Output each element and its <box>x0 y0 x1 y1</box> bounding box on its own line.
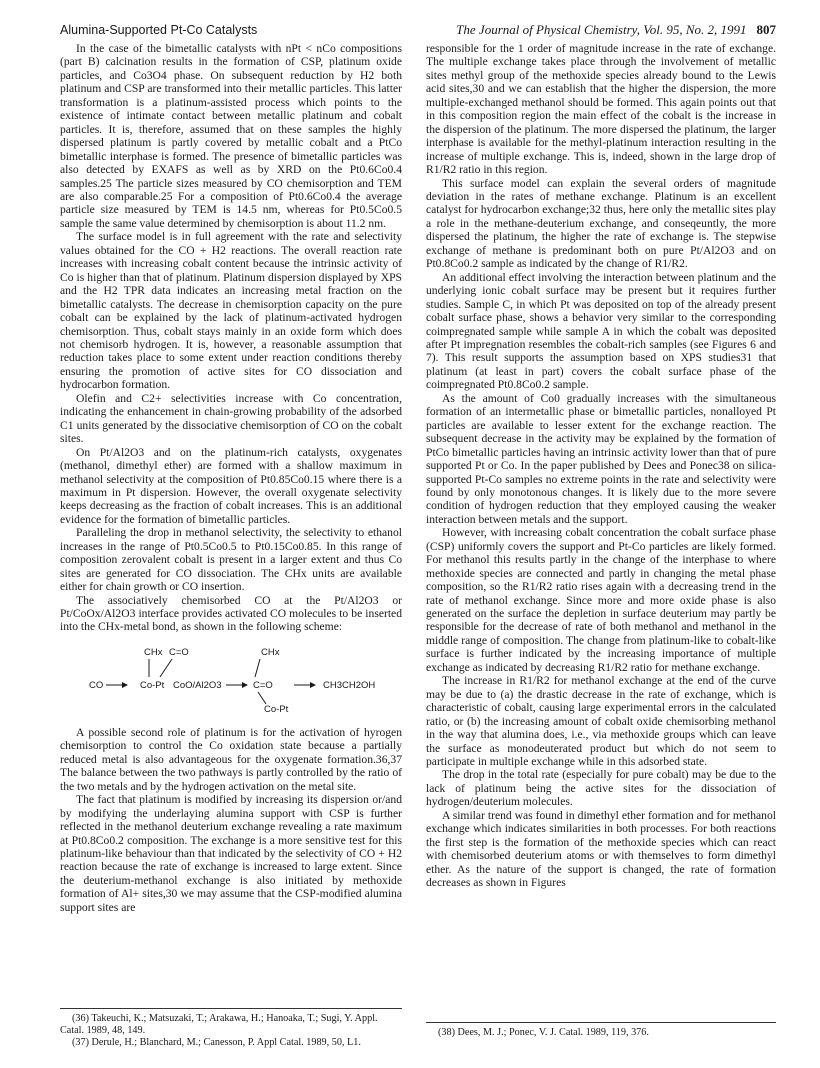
body-paragraph: A similar trend was found in dimethyl ether formation and for methanol exchange which indicates similarities in both processes. For both reactions the first step is the formation of the methoxide species which can react with chemisorbed deuterium atoms or with themselves to form dimethyl ether. As the nature of the support is changed, the rate of formation decreases as shown in Figures <box>426 808 776 890</box>
footnotes-left <box>60 1013 402 1050</box>
body-paragraph: A possible second role of platinum is for the activation of hyrogen chemisorption to control the Co oxidation state because a partially reduced metal is also advantageous for the oxygenate formation.36,37 The balance between the two pathways is partly controlled by the ratio of the two metals and by the hydrogen activation on the metal site. <box>60 725 402 793</box>
footnotes-right <box>426 1027 776 1039</box>
scheme-product: CH3CH2OH <box>323 679 376 691</box>
scheme-co-pt-a: Co-Pt <box>140 679 165 691</box>
footnote: (36) Takeuchi, K.; Matsuzaki, T.; Arakawa, H.; Hanoaka, T.; Sugi, Y. Appl. Catal. 1989, 48, 149. <box>60 1013 378 1037</box>
scheme-co-left: CO <box>89 679 104 691</box>
bond-co-pt <box>160 659 172 677</box>
body-paragraph: The associatively chemisorbed CO at the Pt/Al2O3 or Pt/CoOx/Al2O3 interface provides activated CO molecules to be inserted into the CHx-metal bond, as shown in the following scheme: <box>60 593 402 634</box>
body-paragraph: Paralleling the drop in methanol selectivity, the selectivity to ethanol increases in the range of Pt0.5Co0.5 to Pt0.15Co0.85. In this range of composition zerovalent cobalt is present in a larger extent and thus Co sites are generated for CO dissociation. The CHx units are available either for chain growth or CO insertion. <box>60 526 402 594</box>
page-header <box>60 22 776 40</box>
scheme-c-o-top: C=O <box>169 646 189 658</box>
body-paragraph: The fact that platinum is modified by increasing its dispersion or/and by modifying the underlaying alumina support with CSP is further reflected in the methanol deuterium exchange revealing a rate maximum at Pt0.8Co0.2 composition. The exchange is a more sensitive test for this platinum-like behaviour than that indicated by the selectivity of CO + H2 reaction because the rate of exchange is increased to large extent. Since the deuterium-methanol exchange is also initiated by methoxide formation of Al+ sites,30 we may assume that the CSP-modified alumina support sites are <box>60 793 402 914</box>
body-paragraph: However, with increasing cobalt concentration the cobalt surface phase (CSP) uniformly covers the support and Pt-Co particles are likely formed. For methanol this results partly in the change of the interphase to where methoxide species are connected and partly in changing the metal phase composition, so the R1/R2 ratio rises again with a decreasing trend in the rate of methanol exchange. Since more and more oxide phase is also generated on the surface the depletion in surface deuterium may partly be responsible for the decrease of rate of both methanol and methanol in the middle range of composition. The change from platinum-like to cobalt-like surface is further indicated by the increasing importance of multiple exchange as indicated by decreasing R1/R2 ratio for methane exchange. <box>426 526 776 674</box>
arrow-2-head <box>242 682 248 688</box>
scheme-chx-b: CHx <box>261 646 280 658</box>
body-paragraph: responsible for the 1 order of magnitude increase in the rate of exchange. The multiple exchange takes place through the involvement of metallic sites methyl group of the methoxide species already bound to the Lewis acid sites,30 and we can establish that the higher the dispersion, the more multiple-exchanged methanol should be formed. This again points out that in this composition region the main effect of the cobalt is the increase in the dispersion of the platinum. The more dispersed the platinum, the larger interphase is available for the methyl-platinum interaction resulting in the increase of multiple exchange. This is, indeed, shown in the large drop of R1/R2 ratio in this region. <box>426 42 776 177</box>
scheme-c-o-mid: C=O <box>253 679 273 691</box>
bond-chx-c <box>255 659 260 677</box>
body-paragraph: The drop in the total rate (especially for pure cobalt) may be due to the lack of platinum being the active sites for the dissociation of hydrogen/deuterium molecules. <box>426 768 776 809</box>
footnote: (37) Derule, H.; Blanchard, M.; Canesson, P. Appl Catal. 1989, 50, L1. <box>72 1037 361 1049</box>
page-number: 807 <box>756 22 776 37</box>
arrow-3-head <box>310 682 316 688</box>
body-paragraph: As the amount of Co0 gradually increases with the simultaneous formation of an intermetallic phase or bimetallic particles, nonalloyed Pt particles are available to lesser extent for the exchange reaction. The subsequent decrease in the activity may be explained by the formation of PtCo bimetallic particles having an intrinsic activity lower than that of pure supported Pt or Co. In the paper published by Dees and Ponec38 on silica-supported Pt-Co samples no extreme points in the rate and selectivity were found by only monotonous changes. It is likely due to the more severe condition of hydrogen reduction that they employed causing the weaker interaction between metals and the support. <box>426 391 776 526</box>
body-paragraph: In the case of the bimetallic catalysts with nPt < nCo compositions (part B) calcination results in the formation of CSP, platinum oxide particles, and Co3O4 phase. On subsequent reduction by H2 both platinum and CSP are transformed into their metallic particles. This latter transformation is a platinum-assisted process which points to the existence of intimate contact between metallic platinum and cobalt particles. It is, therefore, assumed that on these samples the highly dispersed platinum is partly covered by metallic cobalt and a PtCo bimetallic interphase is formed. The presence of bimetallic particles was also detected by EXAFS as well as by XRD on the Pt0.6Co0.4 samples.25 The particle sizes measured by CO chemisorption and TEM are also comparable.25 For a composition of Pt0.6Co0.4 the average particle size measured by TEM is 14.5 nm, whereas for Pt0.5Co0.5 sample the same value determined by chemisorption is about 11.2 nm. <box>60 42 402 230</box>
reaction-scheme-drawing <box>60 640 402 716</box>
body-paragraph: The surface model is in full agreement with the rate and selectivity values obtained for the CO + H2 reactions. The overall reaction rate increases with increasing cobalt content because the intrinsic activity of Co is higher than that of platinum. Platinum dispersion displayed by XPS and the H2 TPR data indicates an increasing metal fraction on the bimetallic catalysts. The decrease in chemisorption capacity on the pure cobalt can be explained by the lack of platinum-activated hydrogen chemisorption. Thus, cobalt stays mainly in an oxide form which does not chemisorb hydrogen. It is, however, a reasonable assumption that reduction takes place to some extent under reaction conditions thereby ensuring the promotion of active sites for CO dissociation and hydrocarbon formation. <box>60 230 402 392</box>
scheme-co-pt-b: Co-Pt <box>264 703 289 715</box>
footnote-rule-left <box>60 1008 402 1009</box>
body-paragraph: The increase in R1/R2 for methanol exchange at the end of the curve may be due to (a) the drastic decrease in the rate of exchange, which is characteristic of cobalt, causing large experimental errors in the calculated ratio, or (b) the increasing amount of cobalt oxide chemisorbing methanol in the way that alumina does, i.e., via methoxide groups which can leave the surface as monodeuterated product but which do not seem to participate in multiple exchange while in this adsorbed state. <box>426 674 776 769</box>
scheme-chx-a: CHx <box>144 646 163 658</box>
body-paragraph: An additional effect involving the interaction between platinum and the underlying ionic cobalt surface may be present but it requires further studies. Sample C, in which Pt was deposited on top of the already present cobalt surface phase, shows a behavior very similar to the corresponding coimpregnated sample while sample A in which the cobalt was deposited after Pt impregnation resembles the cobalt-rich samples (see Figures 6 and 7). This result supports the assumption based on XPS studies31 that platinum (at least in part) covers the cobalt surface phase of the coimpregnated Pt0.8Co0.2 sample. <box>426 270 776 392</box>
journal-citation <box>456 22 776 38</box>
running-title: Alumina-Supported Pt-Co Catalysts <box>60 23 258 37</box>
body-paragraph: Olefin and C2+ selectivities increase with Co concentration, indicating the enhancement in chain-growing probability of the adsorbed C1 units generated by the dissociative chemisorption of CO on the cobalt sites. <box>60 391 402 446</box>
left-column <box>60 42 402 914</box>
scheme-support: CoO/Al2O3 <box>173 679 222 691</box>
journal-name: The Journal of Physical Chemistry, Vol. 95, No. 2, 1991 <box>456 22 747 37</box>
footnote-rule-right <box>426 1022 776 1023</box>
bond-c-copt <box>258 692 266 704</box>
body-paragraph: This surface model can explain the several orders of magnitude deviation in the rates of methane exchange. Platinum is an excellent catalyst for hydrocarbon exchange;32 thus, here only the metallic sites play a role in the methane-deuterium exchange, and conseqeuntly, the more dispersed the platinum, the higher the rate of exchange is. The stepwise exchange of methane is predominant both on pure Pt/Al2O3 and on Pt0.8Co0.2 sample as indicated by the change of R1/R2. <box>426 176 776 271</box>
arrow-1-head <box>122 682 128 688</box>
reaction-scheme <box>60 640 402 716</box>
right-column <box>426 42 776 890</box>
body-paragraph: On Pt/Al2O3 and on the platinum-rich catalysts, oxygenates (methanol, dimethyl ether) are formed with a shallow maximum in methanol selectivity at the composition of Pt0.85Co0.15 where there is a maximum in Pt dispersion. However, the overall oxygenate selectivity keeps decreasing as the fraction of cobalt increases. This is an additional evidence for the formation of bimetallic particles. <box>60 445 402 526</box>
footnote: (38) Dees, M. J.; Ponec, V. J. Catal. 1989, 119, 376. <box>438 1027 649 1038</box>
